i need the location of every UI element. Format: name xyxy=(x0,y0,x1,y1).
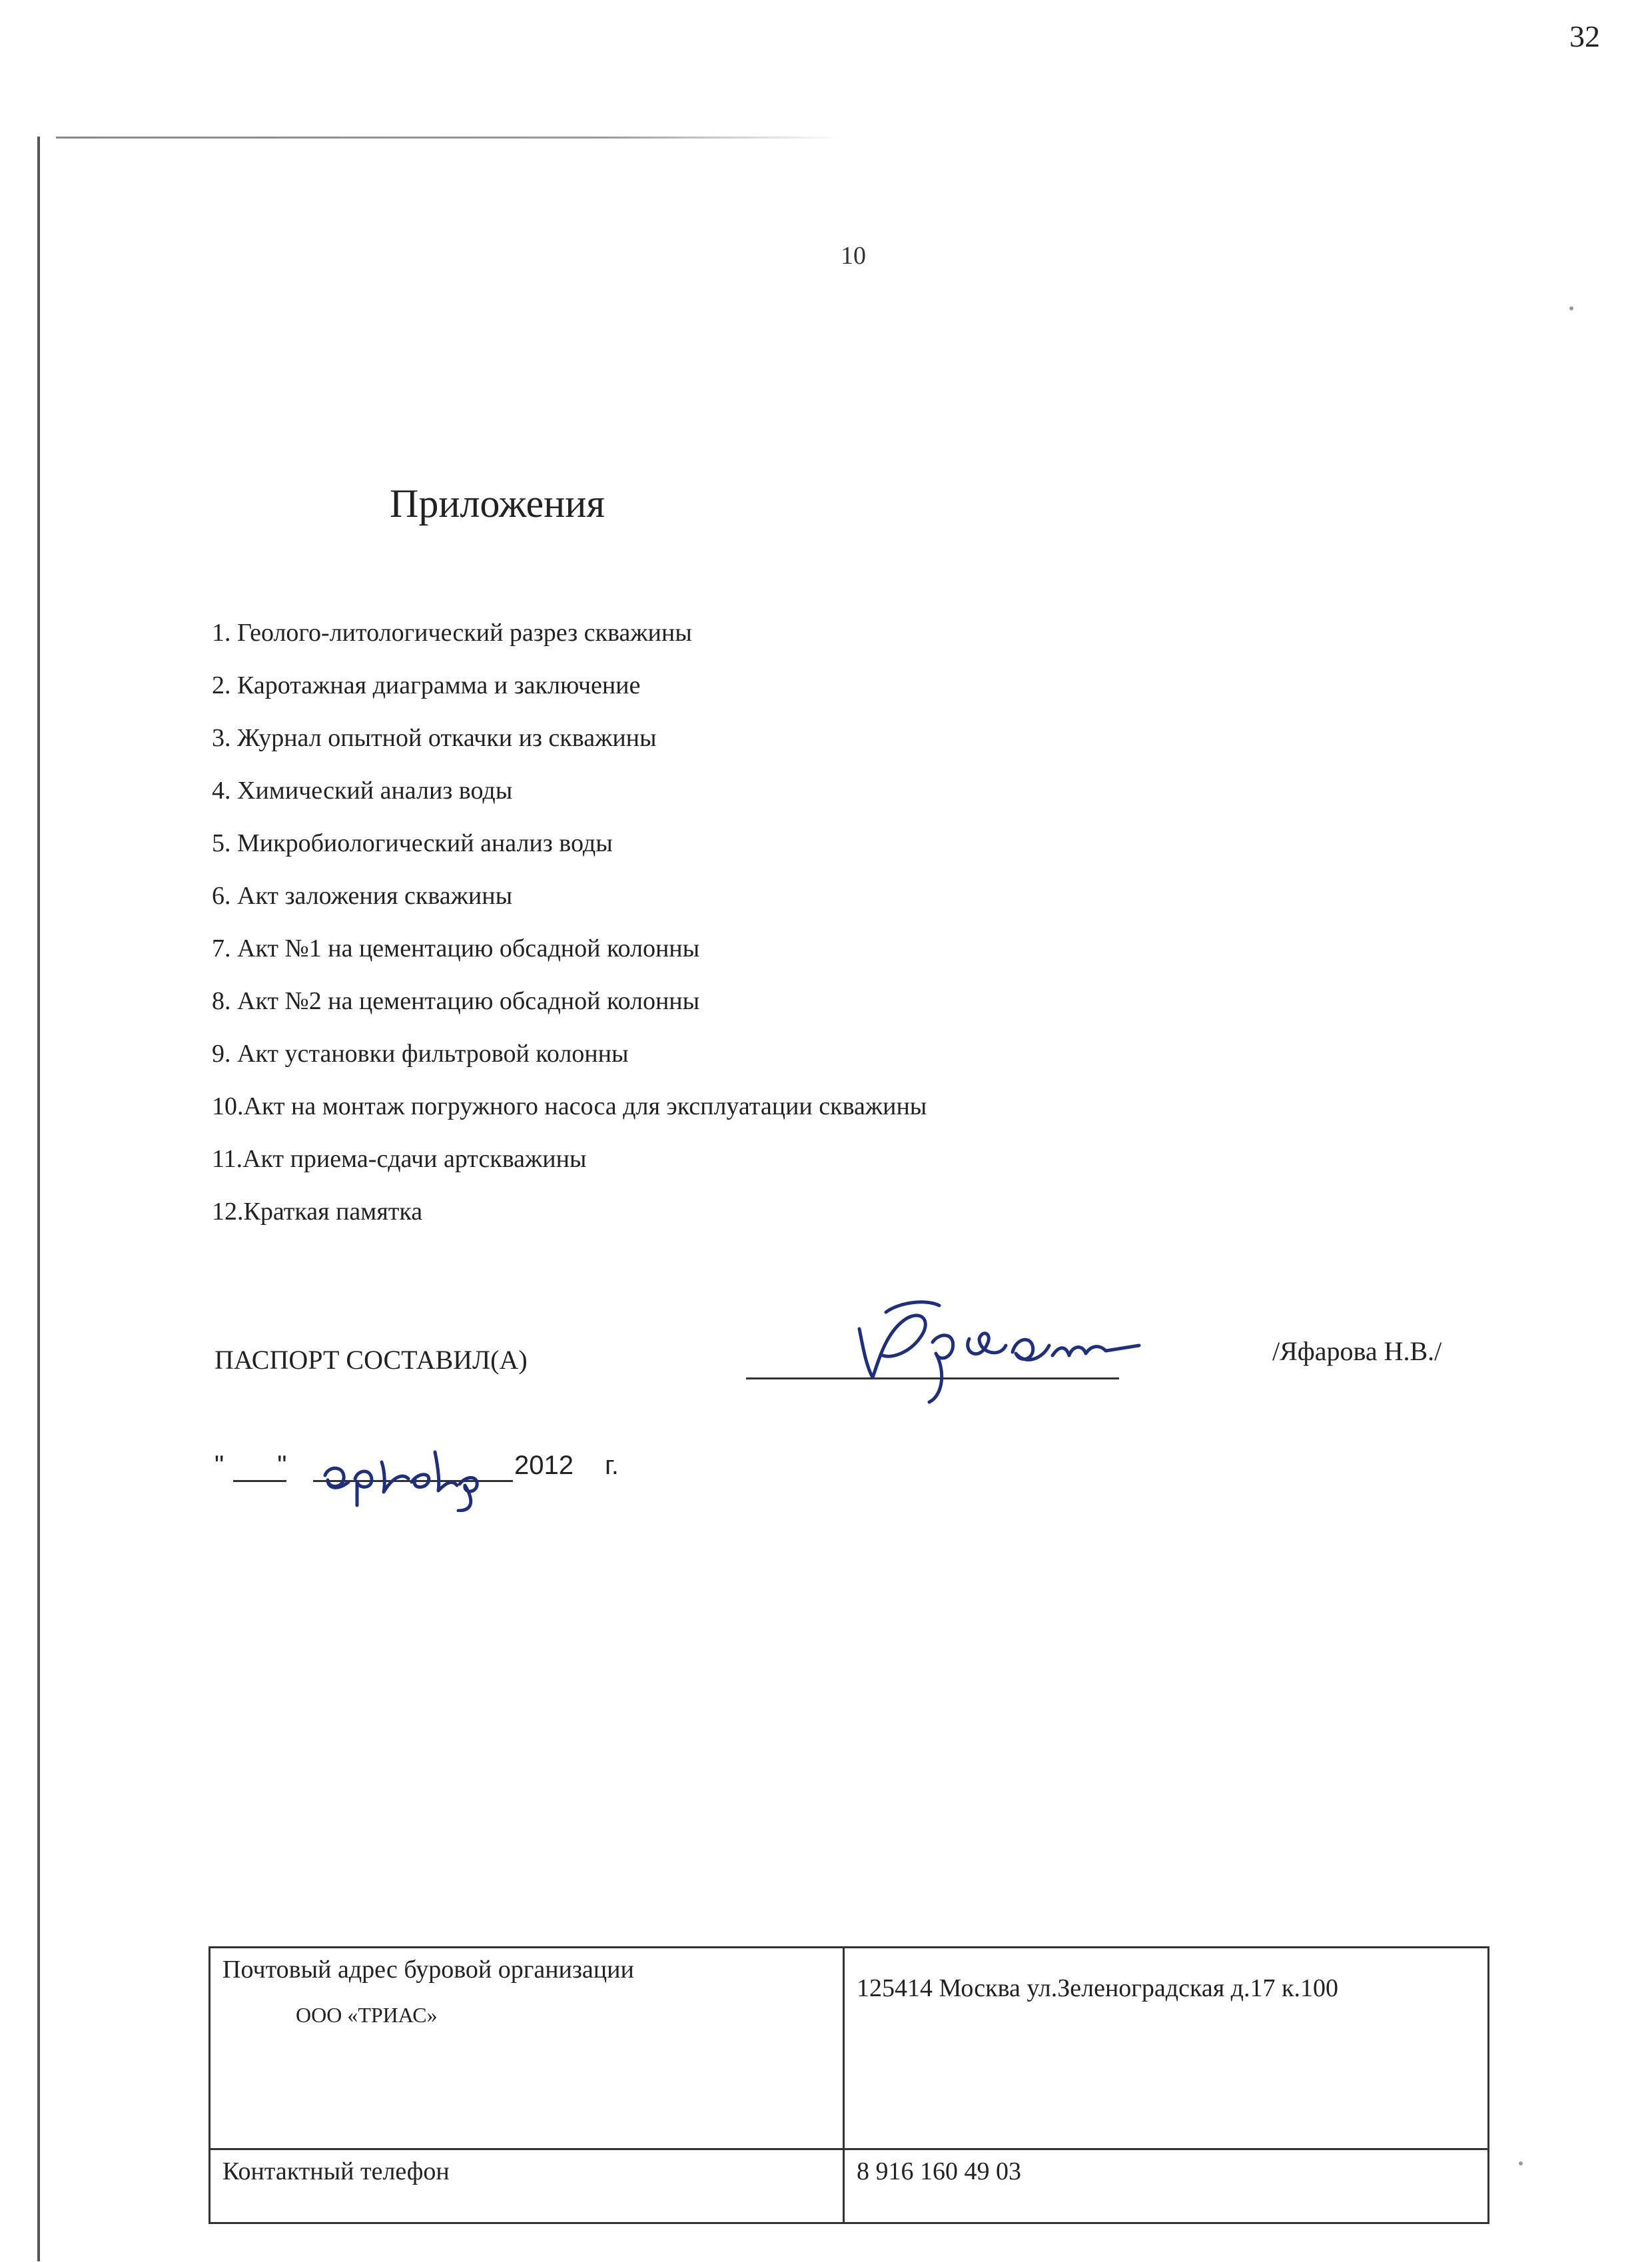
table-row xyxy=(210,1948,1489,2149)
list-item: 2. Каротажная диаграмма и заключение xyxy=(212,671,641,699)
list-item: 8. Акт №2 на цементацию обсадной колонны xyxy=(212,987,700,1015)
handwritten-signature xyxy=(846,1292,1152,1405)
date-close-quote: " xyxy=(277,1451,287,1480)
list-item: 3. Журнал опытной откачки из скважины xyxy=(212,724,657,752)
list-item: 6. Акт заложения скважины xyxy=(212,882,513,910)
day-blank-line xyxy=(233,1480,286,1482)
postal-address-label: Почтовый адрес буровой организации xyxy=(222,1956,634,1984)
signer-name: /Яфарова Н.В./ xyxy=(1272,1336,1442,1366)
appendices-list xyxy=(212,616,927,1248)
postal-address-value: 125414 Москва ул.Зеленоградская д.17 к.100 xyxy=(844,1948,1489,2149)
top-rule xyxy=(56,137,842,139)
document-page-number: 10 xyxy=(841,242,866,270)
list-item: 4. Химический анализ воды xyxy=(212,777,513,805)
list-item: 7. Акт №1 на цементацию обсадной колонны xyxy=(212,935,700,962)
date-open-quote: " xyxy=(214,1451,224,1480)
scan-page-number: 32 xyxy=(1569,19,1600,53)
compiled-by-label: ПАСПОРТ СОСТАВИЛ(А) xyxy=(214,1345,528,1375)
scan-left-border xyxy=(37,137,40,2261)
contact-table xyxy=(208,1946,1489,2224)
scan-speck xyxy=(1569,306,1573,310)
postal-address-label-cell xyxy=(210,1948,844,2149)
scan-speck xyxy=(1519,2161,1523,2165)
list-item: 12.Краткая памятка xyxy=(212,1198,423,1226)
year-suffix: г. xyxy=(605,1451,619,1480)
handwritten-month xyxy=(318,1439,518,1512)
list-item: 9. Акт установки фильтровой колонны xyxy=(212,1040,629,1068)
page-title: Приложения xyxy=(390,482,605,526)
organization-name: ООО «ТРИАС» xyxy=(296,2003,438,2027)
phone-value: 8 916 160 49 03 xyxy=(844,2149,1489,2223)
list-item: 5. Микробиологический анализ воды xyxy=(212,829,613,857)
list-item: 1. Геолого-литологический разрез скважины xyxy=(212,619,692,647)
table-row xyxy=(210,2149,1489,2223)
date-quotes xyxy=(214,1451,286,1481)
year: 2012 xyxy=(514,1451,574,1480)
list-item: 10.Акт на монтаж погружного насоса для эксплуатации скважины xyxy=(212,1092,927,1120)
list-item: 11.Акт приема-сдачи артскважины xyxy=(212,1145,587,1173)
phone-label: Контактный телефон xyxy=(210,2149,844,2223)
